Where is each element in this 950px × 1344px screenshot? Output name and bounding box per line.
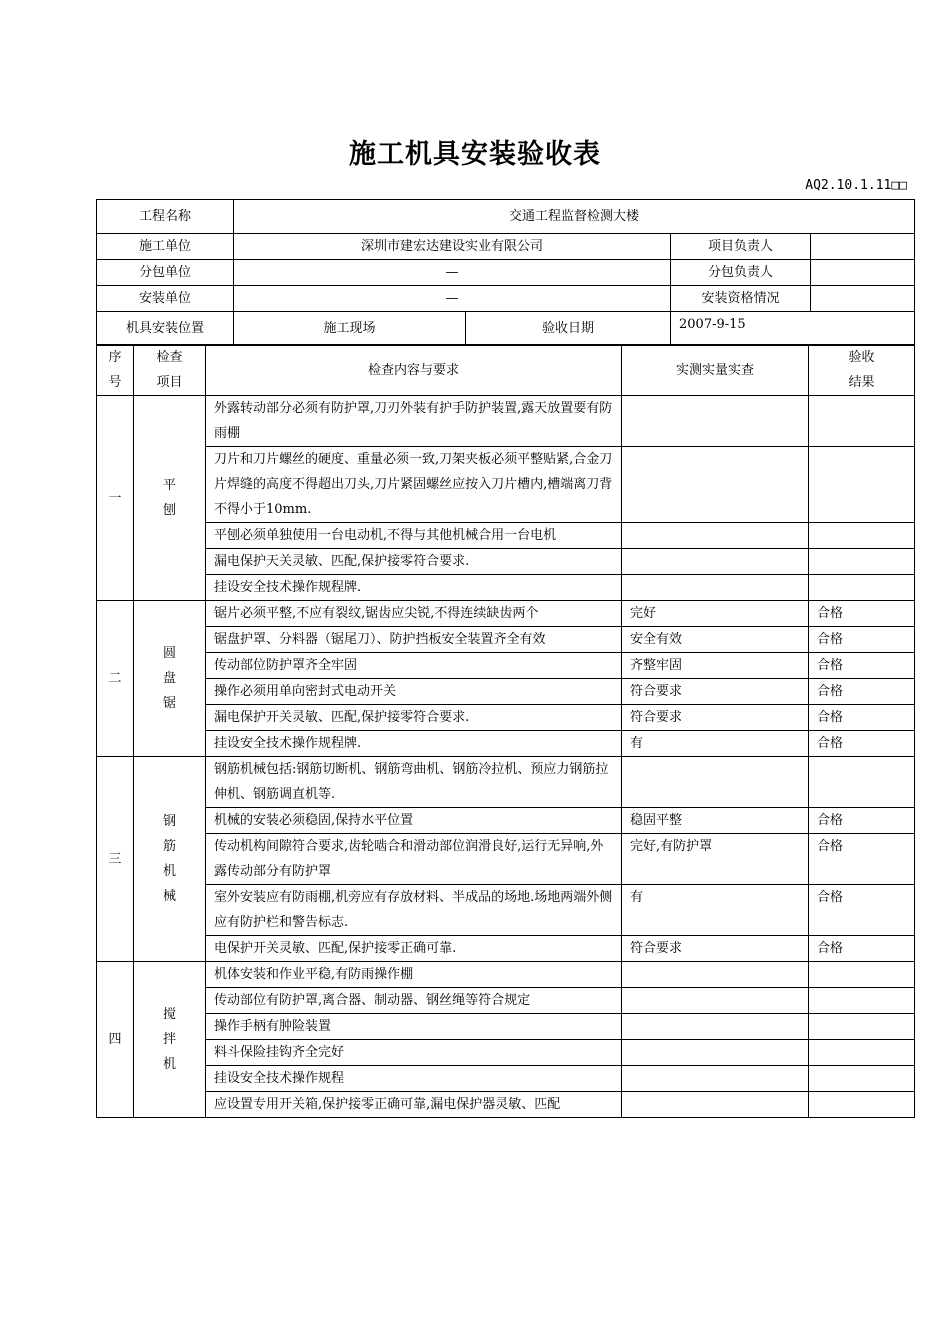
table-row [97, 757, 915, 808]
section-item-char: 搅 [162, 1007, 176, 1022]
check-content: 钢筋机械包括:钢筋切断机、钢筋弯曲机、钢筋冷拉机、预应力钢筋拉伸机、钢筋调直机等. [206, 757, 622, 808]
check-result [809, 396, 915, 447]
table-row [97, 396, 915, 447]
check-result: 合格 [809, 601, 915, 627]
check-content: 应设置专用开关箱,保护接零正确可靠,漏电保护器灵敏、匹配 [206, 1092, 622, 1118]
check-actual: 有 [622, 731, 809, 757]
check-result [809, 1066, 915, 1092]
subcontractor-value: — [234, 260, 671, 286]
check-result [809, 1092, 915, 1118]
sub-manager-label: 分包负责人 [671, 260, 811, 286]
check-actual [622, 523, 809, 549]
checks-table [96, 344, 915, 1118]
check-result: 合格 [809, 808, 915, 834]
header-item: 检查 项目 [134, 345, 206, 396]
header-no: 序 号 [97, 345, 134, 396]
check-result: 合格 [809, 834, 915, 885]
check-result: 合格 [809, 705, 915, 731]
section-item [134, 962, 206, 1118]
section-item-char: 拌 [162, 1032, 176, 1047]
check-content: 操作手柄有肿险装置 [206, 1014, 622, 1040]
check-actual: 安全有效 [622, 627, 809, 653]
section-item-char: 械 [162, 889, 176, 904]
check-actual: 符合要求 [622, 936, 809, 962]
check-result: 合格 [809, 885, 915, 936]
section-item-char: 钢 [162, 814, 176, 829]
table-row [97, 731, 915, 757]
location-label: 机具安装位置 [97, 312, 234, 346]
qualification-value [811, 286, 915, 312]
project-name-value: 交通工程监督检测大楼 [234, 200, 915, 234]
header-result: 验收 结果 [809, 345, 915, 396]
check-actual [622, 757, 809, 808]
check-result [809, 962, 915, 988]
check-actual [622, 549, 809, 575]
check-actual [622, 962, 809, 988]
check-content: 挂设安全技术操作规程牌. [206, 731, 622, 757]
check-content: 传动部位有防护罩,离合器、制动器、钢丝绳等符合规定 [206, 988, 622, 1014]
section-item [134, 601, 206, 757]
section-item-char: 机 [162, 1057, 176, 1072]
table-row [97, 988, 915, 1014]
header-content: 检查内容与要求 [206, 345, 622, 396]
section-number: 二 [97, 601, 134, 757]
section-item [134, 757, 206, 962]
check-actual: 符合要求 [622, 679, 809, 705]
check-content: 挂设安全技术操作规程牌. [206, 575, 622, 601]
section-item-char: 盘 [162, 671, 176, 686]
check-actual: 符合要求 [622, 705, 809, 731]
check-content: 外露转动部分必须有防护罩,刀刃外装有护手防护装置,露天放置要有防雨棚 [206, 396, 622, 447]
check-actual: 完好 [622, 601, 809, 627]
check-result: 合格 [809, 731, 915, 757]
check-content: 电保护开关灵敏、匹配,保护接零正确可靠. [206, 936, 622, 962]
check-content: 传动机构间隙符合要求,齿轮啮合和滑动部位润滑良好,运行无异响,外露传动部分有防护罩 [206, 834, 622, 885]
check-result [809, 447, 915, 523]
section-item-char: 圆 [162, 646, 176, 661]
form-code: AQ2.10.1.11□□ [805, 178, 907, 193]
check-content: 锯盘护罩、分料器（锯尾刀）、防护挡板安全装置齐全有效 [206, 627, 622, 653]
project-name-label: 工程名称 [97, 200, 234, 234]
table-row [97, 447, 915, 523]
check-content: 挂设安全技术操作规程 [206, 1066, 622, 1092]
table-row [97, 808, 915, 834]
table-row [97, 1092, 915, 1118]
section-number: 一 [97, 396, 134, 601]
installer-value: — [234, 286, 671, 312]
check-content: 传动部位防护罩齐全牢固 [206, 653, 622, 679]
table-row [97, 705, 915, 731]
section-number: 四 [97, 962, 134, 1118]
check-content: 机体安装和作业平稳,有防雨操作棚 [206, 962, 622, 988]
table-row [97, 1066, 915, 1092]
table-row [97, 936, 915, 962]
check-actual [622, 447, 809, 523]
check-content: 操作必须用单向密封式电动开关 [206, 679, 622, 705]
table-row [97, 653, 915, 679]
subcontractor-label: 分包单位 [97, 260, 234, 286]
table-row [97, 601, 915, 627]
check-actual [622, 396, 809, 447]
check-result: 合格 [809, 653, 915, 679]
date-label: 验收日期 [466, 312, 671, 346]
table-row [97, 627, 915, 653]
check-content: 机械的安装必须稳固,保持水平位置 [206, 808, 622, 834]
check-actual [622, 1014, 809, 1040]
table-row [97, 549, 915, 575]
check-actual: 稳固平整 [622, 808, 809, 834]
table-row [97, 575, 915, 601]
table-row [97, 679, 915, 705]
check-result [809, 575, 915, 601]
check-result: 合格 [809, 679, 915, 705]
check-result [809, 757, 915, 808]
section-item-char: 筋 [162, 839, 176, 854]
check-result [809, 549, 915, 575]
table-row [97, 1014, 915, 1040]
table-row [97, 962, 915, 988]
date-value: 2007-9-15 [671, 312, 915, 346]
section-item-char: 平 [162, 478, 176, 493]
section-item-char: 机 [162, 864, 176, 879]
sub-manager-value [811, 260, 915, 286]
project-manager-value [811, 234, 915, 260]
check-content: 料斗保险挂钩齐全完好 [206, 1040, 622, 1066]
section-item-char: 刨 [162, 503, 176, 518]
check-actual [622, 575, 809, 601]
check-actual: 有 [622, 885, 809, 936]
section-item [134, 396, 206, 601]
contractor-value: 深圳市建宏达建设实业有限公司 [234, 234, 671, 260]
check-result [809, 1014, 915, 1040]
check-content: 平刨必须单独使用一台电动机,不得与其他机械合用一台电机 [206, 523, 622, 549]
location-value: 施工现场 [234, 312, 466, 346]
page-title: 施工机具安装验收表 [349, 139, 601, 170]
section-number: 三 [97, 757, 134, 962]
check-content: 刀片和刀片螺丝的硬度、重量必须一致,刀架夹板必须平整贴紧,合金刀片焊缝的高度不得超出刀头,刀片紧固螺丝应按入刀片槽内,槽端离刀背不得小于10mm. [206, 447, 622, 523]
check-result [809, 1040, 915, 1066]
check-result: 合格 [809, 936, 915, 962]
project-manager-label: 项目负责人 [671, 234, 811, 260]
section-item-char: 锯 [162, 696, 176, 711]
check-content: 室外安装应有防雨棚,机旁应有存放材料、半成品的场地.场地两端外侧应有防护栏和警告标志. [206, 885, 622, 936]
header-actual: 实测实量实查 [622, 345, 809, 396]
check-result [809, 523, 915, 549]
check-content: 漏电保护开关灵敏、匹配,保护接零符合要求. [206, 705, 622, 731]
table-row [97, 834, 915, 885]
check-actual [622, 988, 809, 1014]
check-actual [622, 1066, 809, 1092]
check-content: 漏电保护天关灵敏、匹配,保护接零符合要求. [206, 549, 622, 575]
check-actual: 齐整牢固 [622, 653, 809, 679]
contractor-label: 施工单位 [97, 234, 234, 260]
check-actual: 完好,有防护罩 [622, 834, 809, 885]
check-result [809, 988, 915, 1014]
check-actual [622, 1040, 809, 1066]
table-row [97, 1040, 915, 1066]
table-row [97, 885, 915, 936]
info-table [96, 199, 915, 346]
qualification-label: 安装资格情况 [671, 286, 811, 312]
installer-label: 安装单位 [97, 286, 234, 312]
check-result: 合格 [809, 627, 915, 653]
check-content: 锯片必须平整,不应有裂纹,锯齿应尖锐,不得连续缺齿两个 [206, 601, 622, 627]
table-row [97, 523, 915, 549]
check-actual [622, 1092, 809, 1118]
